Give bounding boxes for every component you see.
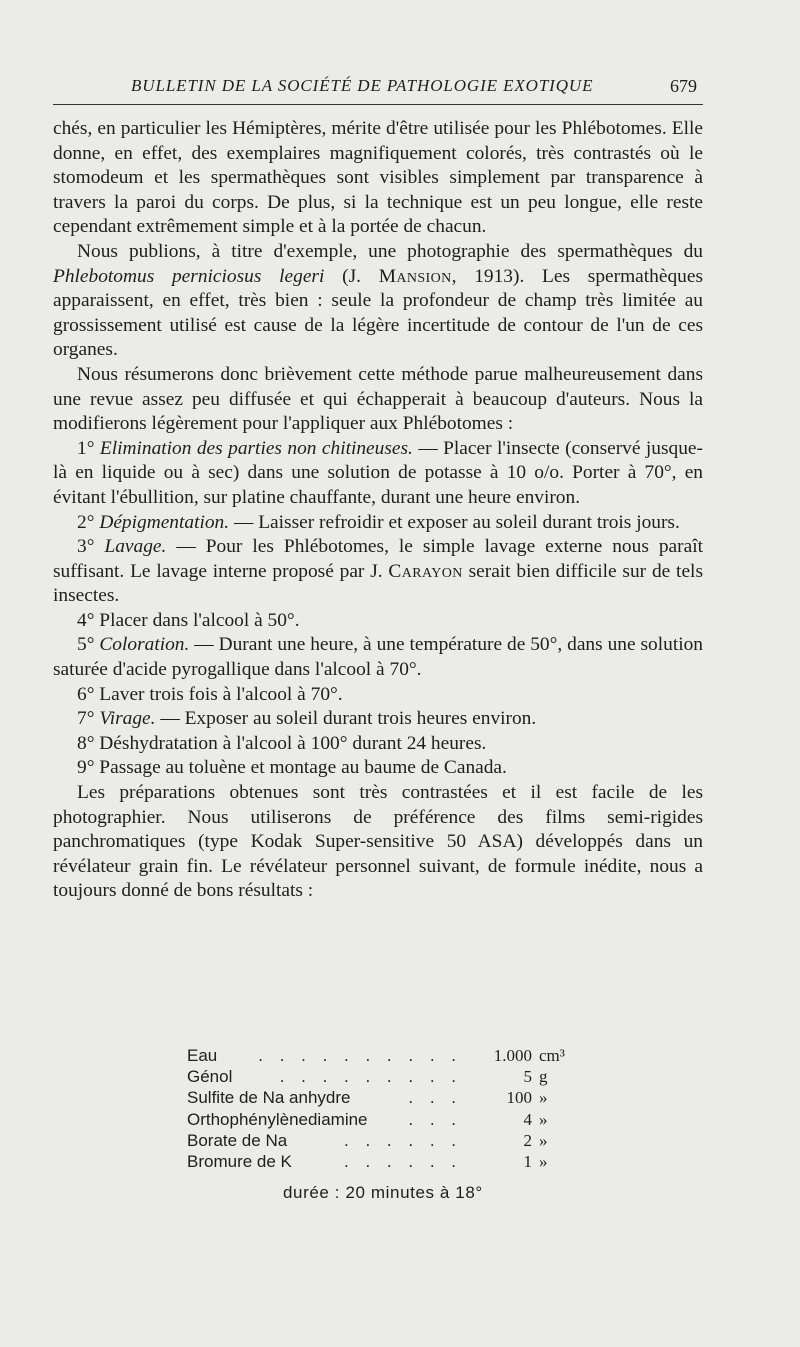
ingredient-quantity: 5	[523, 1067, 532, 1087]
ingredient-unit: cm³	[539, 1046, 565, 1065]
author-mansion: Mansion	[378, 265, 452, 287]
step-2: 2° Dépigmentation. — Laisser refroidir et exposer au soleil durant trois jours.	[77, 511, 680, 533]
recipe-duration: durée : 20 minutes à 18°	[283, 1183, 483, 1202]
step-6: 6° Laver trois fois à l'alcool à 70°.	[77, 683, 343, 705]
ingredient-name: Génol	[187, 1067, 233, 1087]
ingredient-name: Eau	[187, 1046, 218, 1065]
ingredient-name: Borate de Na	[187, 1130, 288, 1150]
step-9: 9° Passage au toluène et montage au baume de Canada.	[77, 757, 507, 779]
step-7-title: Virage.	[99, 708, 156, 730]
ingredient-unit: »	[539, 1088, 548, 1108]
recipe-row	[187, 1109, 607, 1130]
page-number: 679	[670, 76, 697, 96]
leader-dots: . . . . . .	[344, 1130, 462, 1150]
step-1-title: Elimination des parties non chitineuses.	[99, 437, 413, 459]
paragraph-2: Nous publions, à titre d'exemple, une photographie des spermathèques du Phlebotomus perniciosus legeri (J. Mansion, 1913). Les spermathèques apparaissent, en effet, très bien : seule la profondeur de champ très limitée au grossissement utilisé est cause de la légère incertitude de contour de l'un de ces organes.	[53, 240, 704, 361]
ingredient-quantity: 4	[523, 1109, 532, 1129]
ingredient-quantity: 100	[506, 1088, 532, 1108]
recipe-row	[187, 1066, 607, 1087]
step-1: 1° Elimination des parties non chitineuses. — Placer l'insecte (conservé jusque-là en liquide ou à sec) dans une solution de potasse à 10 o/o. Porter à 70°, en évitant l'ébullition, sur platine chauffante, durant une heure environ.	[53, 437, 703, 508]
ingredient-unit: »	[539, 1109, 548, 1129]
paragraph-4: Les préparations obtenues sont très contrastées et il est facile de les photographier. Nous utiliserons de préférence des films semi-rigides panchromatiques (type Kodak Super-sensitive 50 ASA) développés dans un révélateur grain fin. Le révélateur personnel suivant, de formule inédite, nous a toujours donné de bons résultats :	[53, 782, 703, 902]
paragraph-1: chés, en particulier les Hémiptères, mérite d'être utilisée pour les Phlébotomes. Elle donne, en effet, des exemplaires magnifiquement colorés, très contrastés où le stomodeum et les spermathèques sont visibles simplement par transparence à travers la paroi du corps. De plus, si la technique est un peu longue, elle reste cependant extrêmement simple et à la portée de chacun.	[53, 118, 703, 238]
leader-dots: . . . . . . . . .	[279, 1067, 462, 1087]
step-3-title: Lavage.	[104, 536, 167, 558]
step-5-title: Coloration.	[99, 634, 190, 656]
paragraph-3: Nous résumerons donc brièvement cette méthode parue malheureusement dans une revue assez peu diffusée et qui échapperait à beaucoup d'auteurs. Nous la modifierons légèrement pour l'appliquer aux Phlébotomes :	[53, 363, 703, 435]
ingredient-name: Sulfite de Na anhydre	[187, 1088, 351, 1108]
developer-recipe	[187, 1045, 607, 1172]
leader-dots: . . . . . . . . . .	[258, 1046, 462, 1065]
recipe-row	[187, 1087, 607, 1108]
ingredient-quantity: 2	[523, 1130, 532, 1150]
recipe-row	[187, 1045, 607, 1066]
step-3: 3° Lavage. — Pour les Phlébotomes, le simple lavage externe nous paraît suffisant. Le lavage interne proposé par J. Carayon serait bien difficile sur de tels insectes.	[53, 536, 703, 607]
species-name: Phlebotomus perniciosus legeri	[53, 265, 325, 287]
leader-dots: . . .	[408, 1088, 462, 1108]
ingredient-quantity: 1.000	[493, 1046, 532, 1065]
ingredient-unit: g	[539, 1067, 548, 1087]
leader-dots: . . . . . .	[344, 1151, 462, 1171]
author-carayon: Carayon	[388, 560, 463, 582]
ingredient-unit: »	[539, 1151, 548, 1171]
ingredient-name: Bromure de K	[187, 1151, 292, 1171]
body-text	[53, 117, 703, 904]
ingredient-name: Orthophénylènediamine	[187, 1109, 368, 1129]
step-8: 8° Déshydratation à l'alcool à 100° durant 24 heures.	[77, 732, 487, 754]
step-7: 7° Virage. — Exposer au soleil durant trois heures environ.	[77, 708, 537, 730]
step-2-title: Dépigmentation.	[99, 511, 230, 533]
page-header	[53, 72, 701, 102]
step-5: 5° Coloration. — Durant une heure, à une température de 50°, dans une solution saturée d'acide pyrogallique dans l'alcool à 70°.	[53, 634, 703, 681]
recipe-row	[187, 1130, 607, 1151]
ingredient-quantity: 1	[523, 1151, 532, 1171]
step-4: 4° Placer dans l'alcool à 50°.	[77, 609, 300, 631]
running-title: BULLETIN DE LA SOCIÉTÉ DE PATHOLOGIE EXOTIQUE	[131, 76, 594, 95]
header-rule	[53, 104, 703, 105]
recipe-row	[187, 1151, 607, 1172]
leader-dots: . . .	[408, 1109, 462, 1129]
ingredient-unit: »	[539, 1130, 548, 1150]
